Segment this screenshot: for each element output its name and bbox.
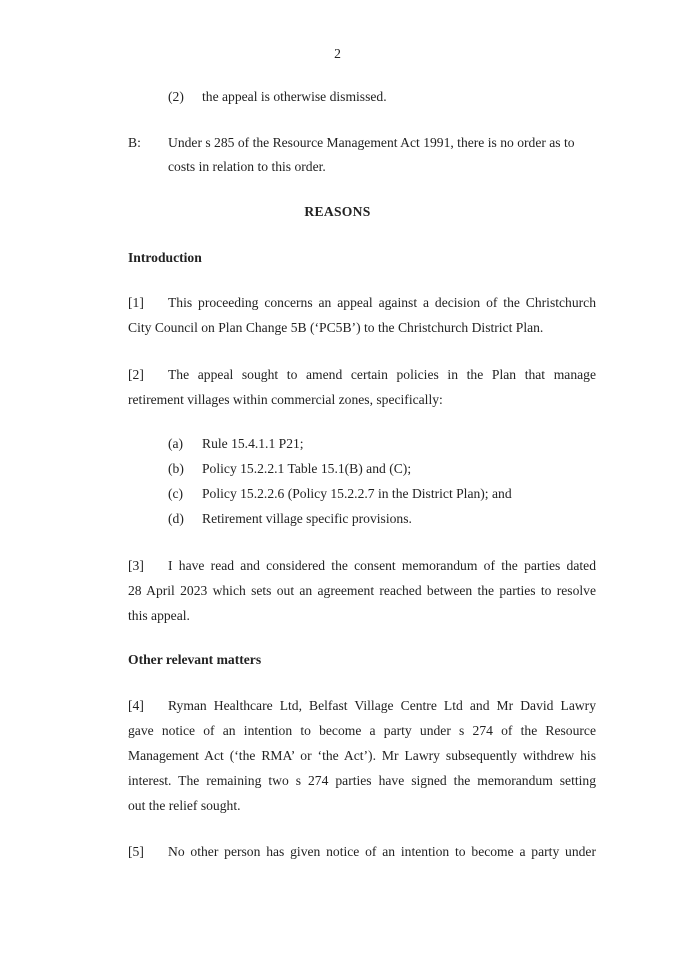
paragraph-4	[128, 693, 596, 818]
list-item-label: (c)	[168, 486, 184, 501]
order-b-line: Under s 285 of the Resource Management Act 1991, there is no order as to	[168, 135, 575, 150]
paragraph-number: [5]	[128, 844, 144, 859]
order-b-label: B:	[128, 135, 141, 150]
list-item-text: Rule 15.4.1.1 P21;	[202, 436, 304, 451]
list-item-label: (a)	[168, 436, 184, 451]
paragraph-line: 28 April 2023 which sets out an agreement reached between the parties to resolve	[128, 583, 596, 598]
paragraph-line: Management Act (‘the RMA’ or ‘the Act’). Mr Lawry subsequently withdrew his	[128, 748, 596, 763]
list-item-label: (d)	[168, 511, 184, 526]
list-item-text: Policy 15.2.2.1 Table 15.1(B) and (C);	[202, 461, 412, 476]
introduction-heading: Introduction	[128, 250, 202, 265]
page-number: 2	[334, 46, 341, 61]
paragraph-line: out the relief sought.	[128, 798, 241, 813]
order-item-2-label: (2)	[168, 89, 184, 104]
paragraph-number: [4]	[128, 698, 144, 713]
paragraph-line: The appeal sought to amend certain policies in the Plan that manage	[168, 367, 596, 382]
reasons-heading: REASONS	[304, 204, 371, 219]
list-item-text: Policy 15.2.2.6 (Policy 15.2.2.7 in the District Plan); and	[202, 486, 512, 501]
paragraph-line: Ryman Healthcare Ltd, Belfast Village Centre Ltd and Mr David Lawry	[168, 698, 596, 713]
paragraph-number: [1]	[128, 295, 144, 310]
paragraph-number: [3]	[128, 558, 144, 573]
paragraph-line: City Council on Plan Change 5B (‘PC5B’) to the Christchurch District Plan.	[128, 320, 544, 335]
paragraph-3	[128, 553, 596, 628]
paragraph-line: this appeal.	[128, 608, 190, 623]
paragraph-5	[128, 839, 596, 864]
paragraph-number: [2]	[128, 367, 144, 382]
paragraph-line: This proceeding concerns an appeal against a decision of the Christchurch	[168, 295, 596, 310]
list-item-text: Retirement village specific provisions.	[202, 511, 412, 526]
paragraph-line: I have read and considered the consent memorandum of the parties dated	[168, 558, 596, 573]
order-item-2-text: the appeal is otherwise dismissed.	[202, 89, 387, 104]
order-b-line: costs in relation to this order.	[168, 159, 326, 174]
paragraph-line: interest. The remaining two s 274 parties have signed the memorandum setting	[128, 773, 596, 788]
other-matters-heading: Other relevant matters	[128, 652, 262, 667]
paragraph-line: gave notice of an intention to become a party under s 274 of the Resource	[128, 723, 596, 738]
paragraph-line: retirement villages within commercial zones, specifically:	[128, 392, 443, 407]
paragraph-1	[128, 290, 596, 340]
paragraph-2	[128, 362, 596, 412]
paragraph-line: No other person has given notice of an intention to become a party under	[168, 844, 596, 859]
list-item-label: (b)	[168, 461, 184, 476]
